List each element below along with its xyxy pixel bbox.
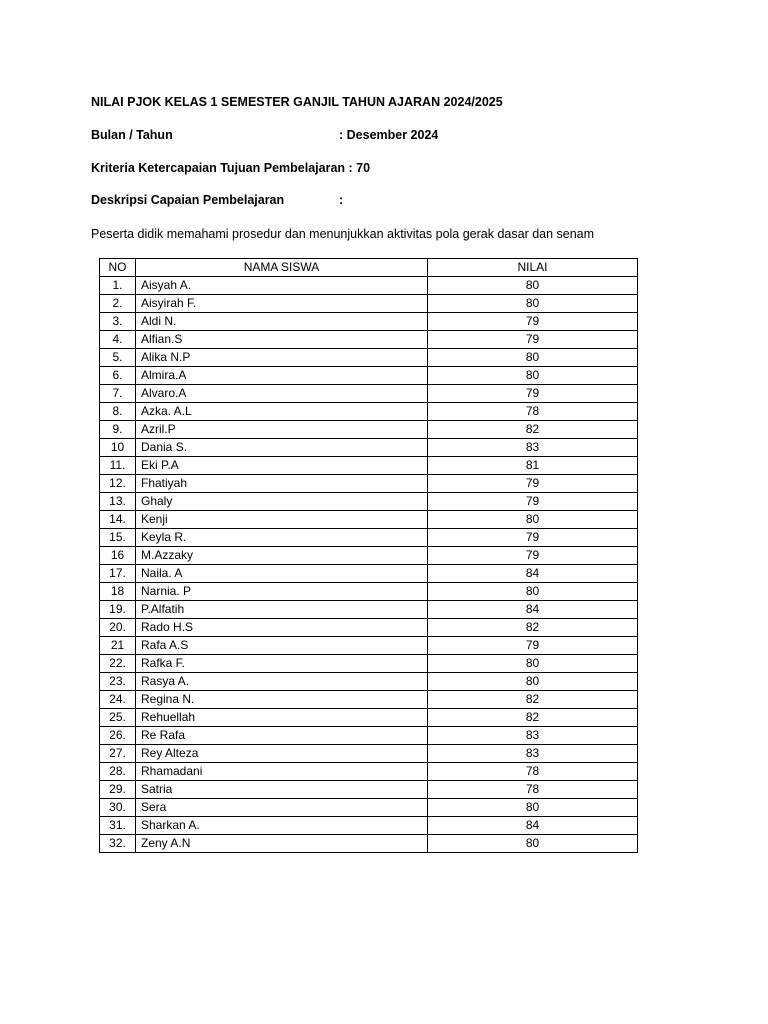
row-number: 27. [100,745,136,763]
row-number: 23. [100,673,136,691]
student-name: Aisyah A. [136,277,428,295]
row-number: 8. [100,403,136,421]
table-row [100,583,638,601]
header-nama-siswa: NAMA SISWA [136,259,428,277]
row-number: 32. [100,835,136,853]
student-name: Naila. A [136,565,428,583]
student-score: 83 [428,727,638,745]
student-score: 78 [428,403,638,421]
student-score: 80 [428,367,638,385]
row-number: 21 [100,637,136,655]
table-row [100,781,638,799]
table-row [100,709,638,727]
student-score: 82 [428,709,638,727]
student-name: M.Azzaky [136,547,428,565]
row-number: 13. [100,493,136,511]
table-row [100,727,638,745]
document-title: NILAI PJOK KELAS 1 SEMESTER GANJIL TAHUN AJARAN 2024/2025 [91,95,503,109]
student-name: Keyla R. [136,529,428,547]
table-row [100,367,638,385]
bulan-tahun-label: Bulan / Tahun [91,128,173,142]
student-score: 84 [428,601,638,619]
table-row [100,817,638,835]
header-no: NO [100,259,136,277]
table-row [100,799,638,817]
student-score: 79 [428,331,638,349]
student-name: Rey Alteza [136,745,428,763]
table-row [100,313,638,331]
score-table [99,258,638,853]
table-row [100,295,638,313]
row-number: 20. [100,619,136,637]
row-number: 4. [100,331,136,349]
student-score: 80 [428,583,638,601]
student-name: Kenji [136,511,428,529]
student-score: 83 [428,439,638,457]
table-row [100,421,638,439]
student-name: Alika N.P [136,349,428,367]
student-name: Rafka F. [136,655,428,673]
student-name: Rehuellah [136,709,428,727]
student-score: 80 [428,799,638,817]
student-score: 79 [428,493,638,511]
student-name: Alvaro.A [136,385,428,403]
student-score: 80 [428,835,638,853]
table-row [100,331,638,349]
table-row [100,403,638,421]
row-number: 22. [100,655,136,673]
table-row [100,493,638,511]
row-number: 18 [100,583,136,601]
student-score: 79 [428,529,638,547]
student-score: 82 [428,619,638,637]
student-score: 80 [428,277,638,295]
student-name: Aisyirah F. [136,295,428,313]
row-number: 9. [100,421,136,439]
row-number: 15. [100,529,136,547]
row-number: 10 [100,439,136,457]
student-name: Satria [136,781,428,799]
row-number: 28. [100,763,136,781]
deskripsi-colon: : [339,193,344,207]
row-number: 6. [100,367,136,385]
kkm-text: Kriteria Ketercapaian Tujuan Pembelajaran : 70 [91,161,371,175]
student-score: 79 [428,313,638,331]
table-row [100,529,638,547]
student-score: 79 [428,547,638,565]
student-name: Fhatiyah [136,475,428,493]
student-name: Almira.A [136,367,428,385]
student-score: 79 [428,637,638,655]
table-row [100,835,638,853]
description-text: Peserta didik memahami prosedur dan menunjukkan aktivitas pola gerak dasar dan senam [91,227,595,241]
table-row [100,601,638,619]
table-row [100,745,638,763]
student-name: Re Rafa [136,727,428,745]
student-name: Azril.P [136,421,428,439]
student-score: 82 [428,421,638,439]
student-name: Ghaly [136,493,428,511]
row-number: 29. [100,781,136,799]
student-name: Sharkan A. [136,817,428,835]
row-number: 24. [100,691,136,709]
row-number: 3. [100,313,136,331]
student-score: 78 [428,781,638,799]
table-row [100,763,638,781]
student-name: Rafa A.S [136,637,428,655]
row-number: 19. [100,601,136,619]
table-row [100,655,638,673]
bulan-tahun-value: : Desember 2024 [339,128,439,142]
student-score: 79 [428,475,638,493]
student-name: Eki P.A [136,457,428,475]
student-score: 80 [428,655,638,673]
student-score: 84 [428,817,638,835]
student-score: 80 [428,511,638,529]
row-number: 1. [100,277,136,295]
row-number: 25. [100,709,136,727]
bulan-tahun-row [91,128,173,142]
table-row [100,673,638,691]
row-number: 7. [100,385,136,403]
row-number: 17. [100,565,136,583]
table-row [100,439,638,457]
student-score: 80 [428,295,638,313]
table-row [100,565,638,583]
table-header-row [100,259,638,277]
student-name: Rasya A. [136,673,428,691]
student-name: Dania S. [136,439,428,457]
student-name: Regina N. [136,691,428,709]
student-name: Sera [136,799,428,817]
row-number: 30. [100,799,136,817]
deskripsi-label: Deskripsi Capaian Pembelajaran [91,193,285,207]
row-number: 2. [100,295,136,313]
table-row [100,511,638,529]
table-row [100,277,638,295]
student-name: Alfian.S [136,331,428,349]
table-row [100,457,638,475]
student-name: Narnia. P [136,583,428,601]
student-name: Azka. A.L [136,403,428,421]
student-score: 78 [428,763,638,781]
table-row [100,547,638,565]
row-number: 26. [100,727,136,745]
student-score: 81 [428,457,638,475]
row-number: 31. [100,817,136,835]
table-row [100,385,638,403]
table-row [100,619,638,637]
row-number: 12. [100,475,136,493]
student-name: P.Alfatih [136,601,428,619]
student-score: 83 [428,745,638,763]
student-score: 84 [428,565,638,583]
student-score: 80 [428,349,638,367]
student-score: 82 [428,691,638,709]
table-row [100,637,638,655]
student-name: Rado H.S [136,619,428,637]
table-body [100,277,638,853]
row-number: 14. [100,511,136,529]
table-row [100,691,638,709]
table-row [100,475,638,493]
row-number: 5. [100,349,136,367]
row-number: 16 [100,547,136,565]
student-name: Rhamadani [136,763,428,781]
header-nilai: NILAI [428,259,638,277]
student-score: 80 [428,673,638,691]
row-number: 11. [100,457,136,475]
student-name: Zeny A.N [136,835,428,853]
table-row [100,349,638,367]
student-score: 79 [428,385,638,403]
student-name: Aldi N. [136,313,428,331]
